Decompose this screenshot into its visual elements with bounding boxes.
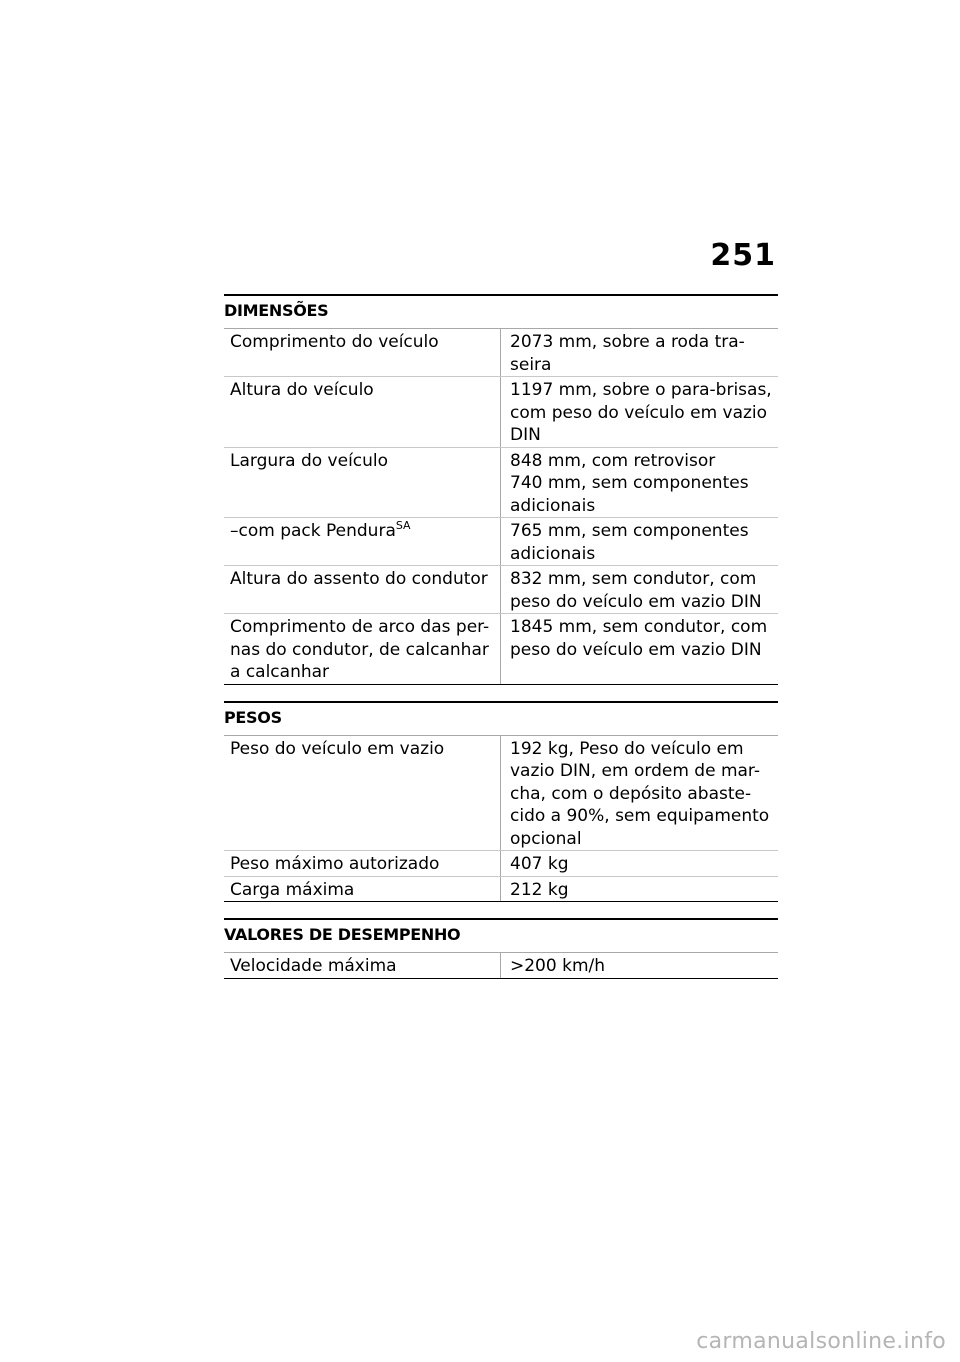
spec-content xyxy=(224,294,778,995)
section-performance xyxy=(224,918,778,979)
row-value: 848 mm, com retrovisor 740 mm, sem componentes adicionais xyxy=(501,447,779,518)
row-label: Carga máxima xyxy=(224,876,501,902)
row-label: Velocidade máxima xyxy=(224,953,501,978)
table-row xyxy=(224,851,778,877)
page-number: 251 xyxy=(710,238,776,273)
row-label: Peso do veículo em vazio xyxy=(224,736,501,851)
table-row xyxy=(224,876,778,902)
section-dimensions xyxy=(224,294,778,685)
sa-superscript: SA xyxy=(395,519,411,532)
table-row xyxy=(224,736,778,851)
row-value: >200 km/h xyxy=(501,953,779,978)
table-row xyxy=(224,566,778,614)
row-value: 765 mm, sem componentes adicionais xyxy=(501,518,779,566)
section-weights xyxy=(224,701,778,903)
table-row xyxy=(224,614,778,685)
row-value: 192 kg, Peso do veículo em vazio DIN, em ordem de mar- cha, com o depósito abaste- cido a 90%, sem equipamento opcional xyxy=(501,736,779,851)
row-value: 1197 mm, sobre o para-brisas, com peso do veículo em vazio DIN xyxy=(501,377,779,448)
row-value: 832 mm, sem condutor, com peso do veículo em vazio DIN xyxy=(501,566,779,614)
table-row xyxy=(224,447,778,518)
section-heading: PESOS xyxy=(224,701,778,736)
table-row xyxy=(224,329,778,377)
table-row xyxy=(224,377,778,448)
section-heading: VALORES DE DESEMPENHO xyxy=(224,918,778,953)
table-row xyxy=(224,953,778,978)
watermark: carmanualsonline.info xyxy=(696,1329,946,1354)
table-row xyxy=(224,518,778,566)
row-label: Altura do veículo xyxy=(224,377,501,448)
row-label: –com pack Pendura$^{SA}$ xyxy=(224,518,501,566)
row-label: Comprimento de arco das per- nas do condutor, de calcanhar a calcanhar xyxy=(224,614,501,685)
spec-table xyxy=(224,736,778,903)
row-value: 407 kg xyxy=(501,851,779,877)
row-label: Comprimento do veículo xyxy=(224,329,501,377)
row-label: Peso máximo autorizado xyxy=(224,851,501,877)
row-label: Largura do veículo xyxy=(224,447,501,518)
row-value: 212 kg xyxy=(501,876,779,902)
row-value: 2073 mm, sobre a roda tra- seira xyxy=(501,329,779,377)
spec-table xyxy=(224,329,778,685)
row-value: 1845 mm, sem condutor, com peso do veículo em vazio DIN xyxy=(501,614,779,685)
spec-table xyxy=(224,953,778,979)
section-heading: DIMENSÕES xyxy=(224,294,778,329)
row-label: Altura do assento do condutor xyxy=(224,566,501,614)
